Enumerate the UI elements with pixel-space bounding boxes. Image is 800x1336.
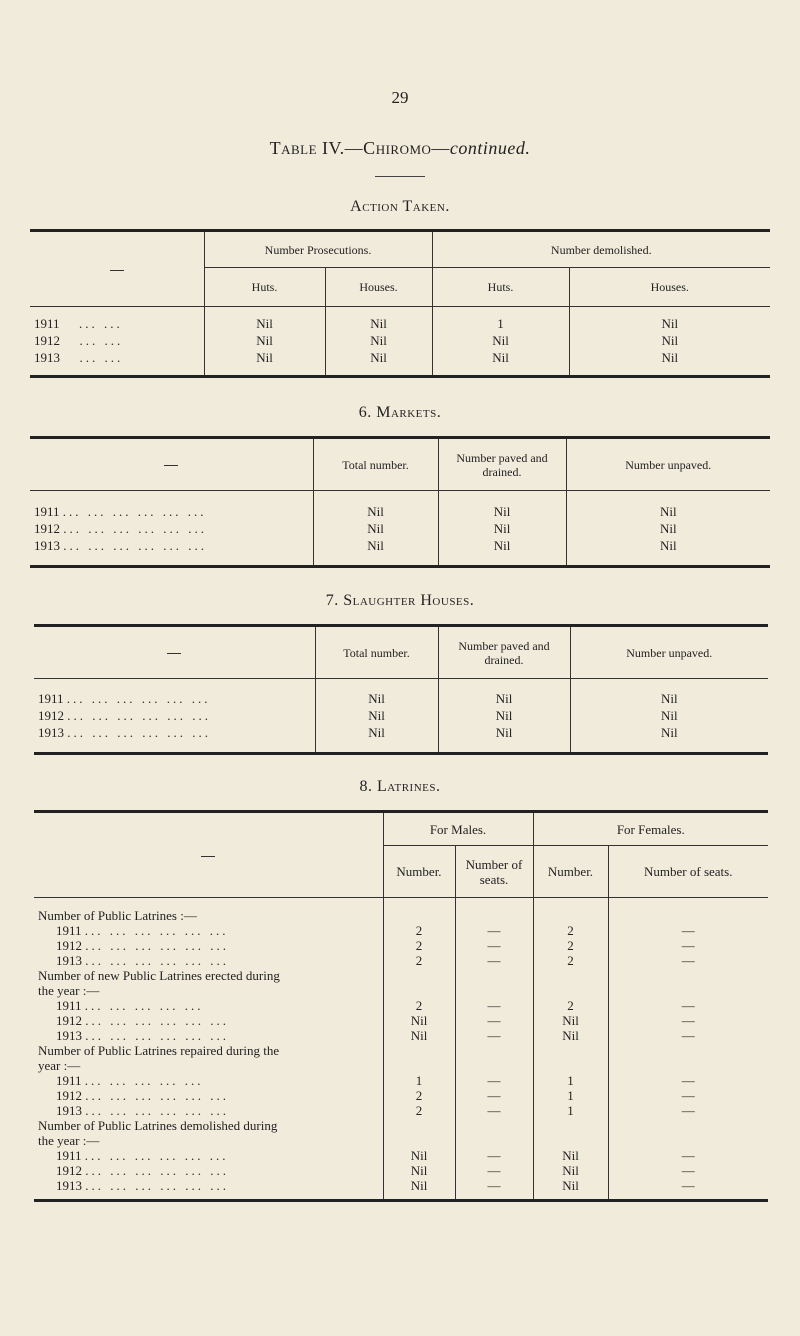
cell-d-houses: Nil [569, 350, 770, 367]
row-label [34, 1073, 383, 1088]
header-d-houses: Houses. [569, 268, 770, 307]
header-for-females: For Females. [533, 812, 768, 846]
cell-unpaved: Nil [570, 708, 768, 725]
leader-dots: ... ... [79, 333, 124, 348]
cell-m-seats: — [455, 923, 533, 938]
cell-m-seats: — [455, 1148, 533, 1163]
row-label [34, 1163, 383, 1178]
cell-d-huts: Nil [432, 350, 569, 367]
cell-p-houses: Nil [325, 316, 432, 333]
cell-d-huts: Nil [432, 333, 569, 350]
leader-dots: ... ... ... ... ... ... [85, 1162, 229, 1178]
cell-m-number: 2 [383, 1088, 455, 1103]
cell-unpaved: Nil [566, 504, 770, 521]
row-year: 1912 [38, 708, 64, 723]
cell-f-number: 1 [533, 1103, 608, 1118]
row-label [34, 1088, 383, 1103]
row-year: 1911 [56, 1072, 82, 1088]
header-p-huts: Huts. [204, 268, 325, 307]
group-label-row [34, 983, 768, 998]
row-year: 1912 [56, 1012, 82, 1028]
leader-dots: ... ... ... ... ... ... [84, 922, 229, 938]
header-unpaved: Number unpaved. [570, 626, 768, 679]
cell-f-number: Nil [533, 1178, 608, 1193]
cell-total: Nil [313, 521, 438, 538]
table-row [30, 538, 770, 555]
group-label: Number of Public Latrines :— [38, 907, 197, 923]
cell-m-number: Nil [383, 1013, 455, 1028]
row-label [34, 998, 383, 1013]
cell-d-houses: Nil [569, 333, 770, 350]
group-label-row [34, 908, 768, 923]
group-label: the year :— [38, 982, 100, 998]
row-year: 1911 [34, 504, 60, 519]
cell-paved: Nil [438, 708, 570, 725]
cell-m-seats: — [455, 938, 533, 953]
latrines-heading: 8. Latrines. [359, 778, 441, 795]
cell-f-seats: — [608, 953, 768, 968]
table-row [34, 1088, 768, 1103]
group-label: year :— [38, 1057, 81, 1073]
latrines-table [34, 810, 768, 1202]
cell-p-houses: Nil [325, 333, 432, 350]
cell-m-number: Nil [383, 1028, 455, 1043]
group-label-row [34, 1043, 768, 1058]
markets-heading: 6. Markets. [358, 404, 442, 421]
group-label-row [34, 1133, 768, 1148]
cell-paved: Nil [438, 691, 570, 708]
cell-unpaved: Nil [566, 538, 770, 555]
header-number-demolished: Number demolished. [432, 231, 770, 268]
header-f-seats: Number of seats. [608, 846, 768, 898]
page-number: 29 [391, 88, 409, 107]
row-year: 1912 [56, 937, 82, 953]
cell-d-huts: 1 [432, 316, 569, 333]
row-year: 1911 [56, 922, 82, 938]
action-taken-table [30, 229, 770, 378]
table-row [34, 1178, 768, 1193]
header-total: Total number. [313, 438, 438, 491]
header-unpaved: Number unpaved. [566, 438, 770, 491]
title-divider [375, 176, 425, 177]
row-label [34, 1148, 383, 1163]
empty-header [30, 231, 204, 307]
leader-dots: ... ... ... ... ... ... [67, 725, 211, 740]
leader-dots: ... ... [79, 350, 124, 365]
dash-mark [164, 465, 178, 466]
cell-paved: Nil [438, 725, 570, 742]
group-label: Number of Public Latrines demolished during [38, 1117, 278, 1133]
row-label [34, 1013, 383, 1028]
cell-f-seats: — [608, 1163, 768, 1178]
cell-f-seats: — [608, 1088, 768, 1103]
action-taken-heading: Action Taken. [350, 198, 450, 215]
empty-header [34, 812, 383, 898]
dash-mark [167, 653, 181, 654]
table-row [34, 691, 768, 708]
row-year: 1913 [56, 1027, 82, 1043]
cell-f-number: 1 [533, 1073, 608, 1088]
slaughter-houses-table [34, 624, 768, 755]
leader-dots: ... ... ... ... ... ... [66, 691, 211, 706]
table-row [34, 998, 768, 1013]
leader-dots: ... ... ... ... ... ... [84, 1147, 229, 1163]
cell-m-number: 2 [383, 938, 455, 953]
cell-m-number: 2 [383, 953, 455, 968]
cell-total: Nil [313, 504, 438, 521]
cell-p-houses: Nil [325, 350, 432, 367]
row-label [34, 1103, 383, 1118]
leader-dots: ... ... ... ... ... ... [85, 1102, 229, 1118]
row-year: 1913 [56, 1177, 82, 1193]
leader-dots: ... ... ... ... ... [84, 1072, 204, 1088]
cell-f-number: 2 [533, 923, 608, 938]
empty-header [34, 626, 315, 679]
leader-dots: ... ... ... ... ... ... [85, 1027, 229, 1043]
header-p-houses: Houses. [325, 268, 432, 307]
cell-m-number: 2 [383, 923, 455, 938]
table-row [34, 1163, 768, 1178]
leader-dots: ... ... ... ... ... ... [85, 1177, 229, 1193]
cell-m-seats: — [455, 998, 533, 1013]
leader-dots: ... ... ... ... ... ... [62, 504, 207, 519]
row-year: 1912 [56, 1162, 82, 1178]
cell-m-number: 1 [383, 1073, 455, 1088]
cell-m-seats: — [455, 1103, 533, 1118]
cell-unpaved: Nil [566, 521, 770, 538]
table-row [34, 1028, 768, 1043]
leader-dots: ... ... ... ... ... ... [67, 708, 211, 723]
group-label: the year :— [38, 1132, 100, 1148]
cell-f-seats: — [608, 938, 768, 953]
row-label [34, 923, 383, 938]
row-year: 1913 [34, 350, 60, 365]
cell-m-seats: — [455, 953, 533, 968]
table-row [30, 350, 770, 367]
table-row [34, 1013, 768, 1028]
header-m-number: Number. [383, 846, 455, 898]
header-paved: Number paved and drained. [438, 626, 570, 679]
cell-f-number: Nil [533, 1163, 608, 1178]
cell-f-number: Nil [533, 1148, 608, 1163]
cell-f-number: Nil [533, 1028, 608, 1043]
row-year: 1911 [56, 997, 82, 1013]
row-label [34, 953, 383, 968]
cell-m-number: Nil [383, 1148, 455, 1163]
row-year: 1911 [38, 691, 64, 706]
header-paved: Number paved and drained. [438, 438, 566, 491]
cell-total: Nil [315, 708, 438, 725]
leader-dots: ... ... [79, 316, 123, 331]
cell-m-number: Nil [383, 1178, 455, 1193]
table-row [34, 938, 768, 953]
row-year: 1911 [56, 1147, 82, 1163]
empty-header [30, 438, 313, 491]
header-d-huts: Huts. [432, 268, 569, 307]
header-m-seats: Number of seats. [455, 846, 533, 898]
cell-f-number: Nil [533, 1013, 608, 1028]
cell-f-seats: — [608, 1148, 768, 1163]
table-row [34, 923, 768, 938]
row-label [34, 1028, 383, 1043]
row-label [34, 1178, 383, 1193]
leader-dots: ... ... ... ... ... ... [63, 521, 207, 536]
row-year: 1911 [34, 316, 60, 331]
markets-table [30, 436, 770, 568]
cell-f-seats: — [608, 998, 768, 1013]
slaughter-houses-heading: 7. Slaughter Houses. [325, 592, 475, 609]
header-for-males: For Males. [383, 812, 533, 846]
row-year: 1912 [34, 521, 60, 536]
cell-f-number: 2 [533, 953, 608, 968]
row-label [34, 938, 383, 953]
cell-paved: Nil [438, 504, 566, 521]
table-row [34, 708, 768, 725]
cell-m-seats: — [455, 1163, 533, 1178]
cell-p-huts: Nil [204, 316, 325, 333]
row-year: 1913 [34, 538, 60, 553]
cell-f-seats: — [608, 1178, 768, 1193]
cell-total: Nil [315, 691, 438, 708]
header-total: Total number. [315, 626, 438, 679]
group-label: Number of new Public Latrines erected during [38, 967, 280, 983]
cell-m-seats: — [455, 1088, 533, 1103]
cell-unpaved: Nil [570, 691, 768, 708]
cell-paved: Nil [438, 538, 566, 555]
cell-f-seats: — [608, 1028, 768, 1043]
cell-f-number: 2 [533, 998, 608, 1013]
cell-f-seats: — [608, 923, 768, 938]
group-label-row [34, 1118, 768, 1133]
group-label: Number of Public Latrines repaired during the [38, 1042, 280, 1058]
dash-mark [110, 270, 124, 271]
row-year: 1913 [56, 1102, 82, 1118]
table-row [34, 953, 768, 968]
cell-f-seats: — [608, 1073, 768, 1088]
leader-dots: ... ... ... ... ... ... [85, 1012, 229, 1028]
cell-m-seats: — [455, 1028, 533, 1043]
row-year: 1913 [38, 725, 64, 740]
table-title-main: Table IV.—Chiromo— [269, 138, 450, 158]
cell-total: Nil [313, 538, 438, 555]
leader-dots: ... ... ... ... ... [84, 997, 204, 1013]
cell-f-number: 1 [533, 1088, 608, 1103]
cell-m-seats: — [455, 1013, 533, 1028]
cell-m-seats: — [455, 1073, 533, 1088]
cell-p-huts: Nil [204, 350, 325, 367]
cell-paved: Nil [438, 521, 566, 538]
table-row [34, 1148, 768, 1163]
cell-f-seats: — [608, 1013, 768, 1028]
table-row [34, 1073, 768, 1088]
header-f-number: Number. [533, 846, 608, 898]
table-row [30, 333, 770, 350]
group-label-row [34, 1058, 768, 1073]
leader-dots: ... ... ... ... ... ... [85, 1087, 229, 1103]
leader-dots: ... ... ... ... ... ... [63, 538, 207, 553]
cell-p-huts: Nil [204, 333, 325, 350]
header-number-prosecutions: Number Prosecutions. [204, 231, 432, 268]
cell-m-seats: — [455, 1178, 533, 1193]
cell-f-seats: — [608, 1103, 768, 1118]
group-label-row [34, 968, 768, 983]
leader-dots: ... ... ... ... ... ... [85, 952, 229, 968]
table-row [30, 504, 770, 521]
cell-f-number: 2 [533, 938, 608, 953]
cell-d-houses: Nil [569, 316, 770, 333]
table-title-continued: continued. [449, 138, 531, 158]
table-row [30, 316, 770, 333]
leader-dots: ... ... ... ... ... ... [85, 937, 229, 953]
cell-m-number: 2 [383, 1103, 455, 1118]
cell-unpaved: Nil [570, 725, 768, 742]
table-row [34, 1103, 768, 1118]
row-year: 1913 [56, 952, 82, 968]
table-row [34, 725, 768, 742]
cell-m-number: Nil [383, 1163, 455, 1178]
cell-total: Nil [315, 725, 438, 742]
dash-mark [201, 856, 215, 857]
row-year: 1912 [56, 1087, 82, 1103]
row-year: 1912 [34, 333, 60, 348]
table-title [0, 138, 800, 159]
table-row [30, 521, 770, 538]
cell-m-number: 2 [383, 998, 455, 1013]
